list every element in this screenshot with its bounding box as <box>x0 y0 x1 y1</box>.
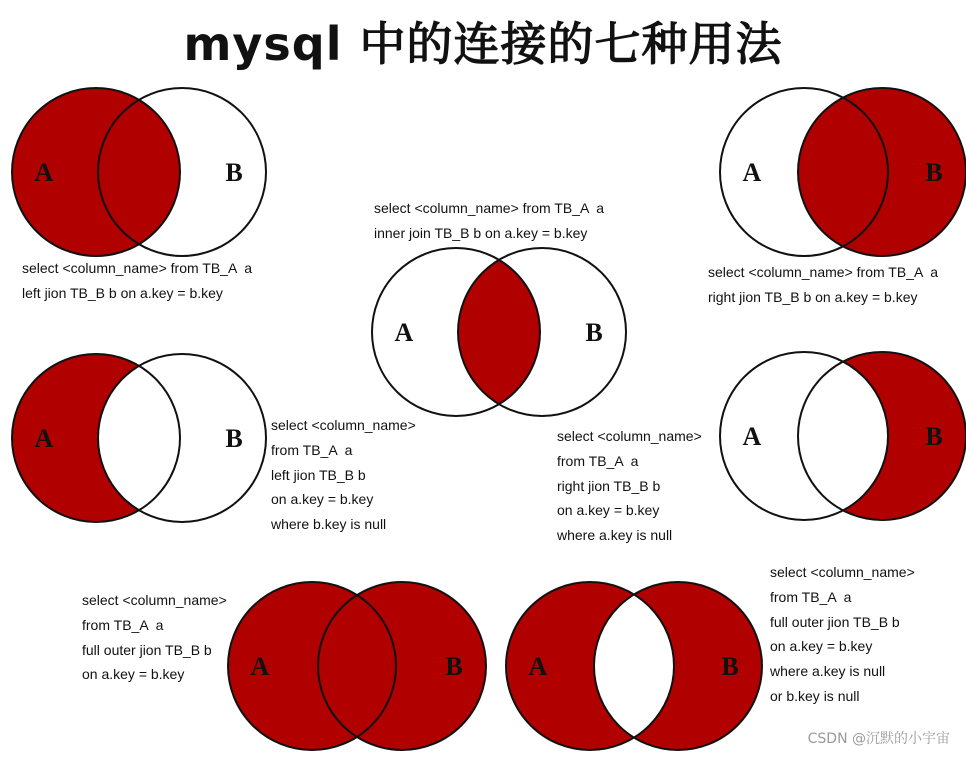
sql-line: where b.key is null <box>271 516 387 533</box>
venn-svg <box>370 246 628 418</box>
sql-left-exclusive-join <box>271 413 416 537</box>
sql-line: select <column_name> from TB_A a <box>708 264 939 280</box>
sql-line: select <column_name> from TB_A a <box>22 260 253 276</box>
sql-line: right jion TB_B b <box>557 477 661 494</box>
sql-full-outer-join <box>82 588 227 687</box>
venn-left-exclusive-join <box>10 352 268 524</box>
label-a: A <box>742 158 762 187</box>
sql-line: select <column_name> from TB_A a <box>374 200 605 216</box>
venn-svg <box>718 86 966 258</box>
label-a: A <box>742 422 762 451</box>
sql-line: right jion TB_B b on a.key = b.key <box>708 288 918 305</box>
label-b: B <box>225 158 243 187</box>
sql-line: left jion TB_B b <box>271 466 366 483</box>
sql-line: select <column_name> <box>770 564 915 580</box>
label-a: A <box>528 652 548 681</box>
sql-right-exclusive-join <box>557 424 702 548</box>
label-a: A <box>34 158 54 187</box>
sql-full-outer-exclusive-join <box>770 560 915 709</box>
sql-inner-join <box>374 196 604 246</box>
label-b: B <box>925 158 943 187</box>
sql-line: on a.key = b.key <box>557 502 660 519</box>
venn-svg <box>718 350 966 522</box>
sql-line: full outer jion TB_B b <box>770 613 900 630</box>
venn-svg <box>10 352 268 524</box>
label-b: B <box>721 652 739 681</box>
label-b: B <box>225 424 243 453</box>
label-a: A <box>250 652 270 681</box>
sql-line: on a.key = b.key <box>82 666 185 683</box>
sql-right-join <box>708 260 938 310</box>
sql-line: or b.key is null <box>770 687 860 704</box>
venn-svg <box>10 86 268 258</box>
sql-line: from TB_A a <box>82 616 164 633</box>
venn-full-outer-join <box>226 580 488 752</box>
venn-right-join <box>718 86 966 258</box>
venn-left-join <box>10 86 268 258</box>
label-b: B <box>925 422 943 451</box>
sql-line: select <column_name> <box>557 428 702 444</box>
sql-left-join <box>22 256 252 306</box>
venn-svg <box>504 580 764 752</box>
sql-line: on a.key = b.key <box>271 491 374 508</box>
sql-line: from TB_A a <box>271 441 353 458</box>
label-b: B <box>585 318 603 347</box>
label-a: A <box>34 424 54 453</box>
sql-line: on a.key = b.key <box>770 638 873 655</box>
venn-svg <box>226 580 488 752</box>
sql-line: where a.key is null <box>557 527 673 544</box>
sql-line: from TB_A a <box>770 588 852 605</box>
page-title: mysql 中的连接的七种用法 <box>183 17 783 71</box>
venn-inner-join <box>370 246 628 418</box>
venn-full-outer-exclusive-join <box>504 580 764 752</box>
label-b: B <box>445 652 463 681</box>
sql-line: select <column_name> <box>271 417 416 433</box>
sql-line: where a.key is null <box>770 663 886 680</box>
watermark: CSDN @沉默的小宇宙 <box>807 731 950 747</box>
sql-line: full outer jion TB_B b <box>82 641 212 658</box>
sql-line: inner join TB_B b on a.key = b.key <box>374 224 588 241</box>
label-a: A <box>394 318 414 347</box>
venn-right-exclusive-join <box>718 350 966 522</box>
sql-line: from TB_A a <box>557 452 639 469</box>
sql-line: select <column_name> <box>82 592 227 608</box>
sql-line: left jion TB_B b on a.key = b.key <box>22 284 223 301</box>
